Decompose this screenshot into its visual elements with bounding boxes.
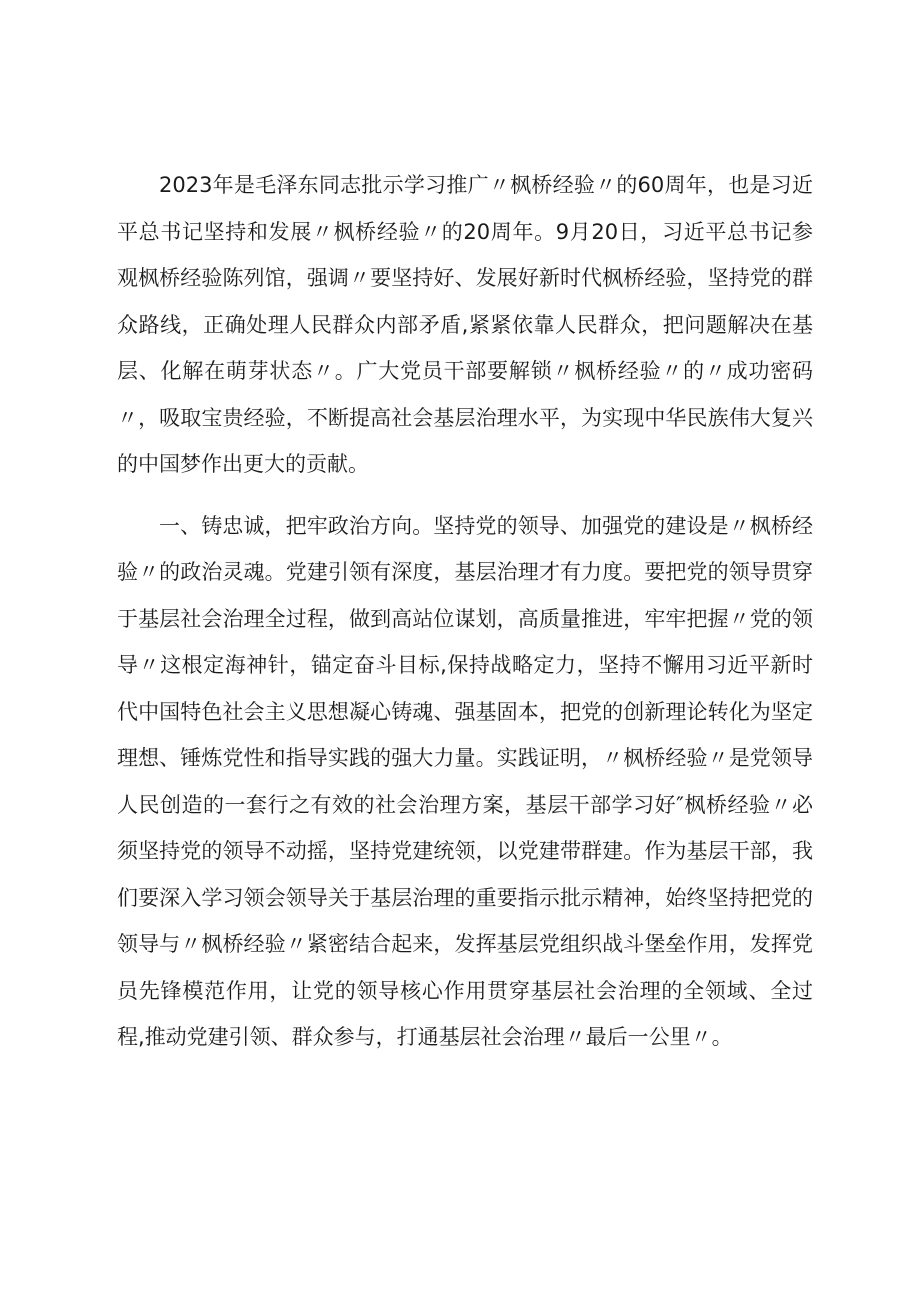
paragraph-intro: 2023年是毛泽东同志批示学习推广〃枫桥经验〃的60周年，也是习近平总书记坚持和发展〃枫桥经验〃的20周年。9月20日，习近平总书记参观枫桥经验陈列馆，强调〃要坚持好、发展好新时代枫桥经验，坚持党的群众路线，正确处理人民群众内部矛盾,紧紧依靠人民群众，把问题解决在基层、化解在萌芽状态〃。广大党员干部要解锁〃枫桥经验〃的〃成功密码〃，吸取宝贵经验，不断提高社会基层治理水平，为实现中华民族伟大复兴的中国梦作出更大的贡献。 <box>117 173 813 476</box>
paragraph-section-one: 一、铸忠诚，把牢政治方向。坚持党的领导、加强党的建设是〃枫桥经验〃的政治灵魂。党建引领有深度，基层治理才有力度。要把党的领导贯穿于基层社会治理全过程，做到高站位谋划，高质量推进，牢牢把握〃党的领导〃这根定海神针，锚定奋斗目标,保持战略定力，坚持不懈用习近平新时代中国特色社会主义思想凝心铸魂、强基固本，把党的创新理论转化为坚定理想、锤炼党性和指导实践的强大力量。实践证明，〃枫桥经验〃是党领导人民创造的一套行之有效的社会治理方案，基层干部学习好″枫桥经验〃必须坚持党的领导不动摇，坚持党建统领，以党建带群建。作为基层干部，我们要深入学习领会领导关于基层治理的重要指示批示精神，始终坚持把党的领导与〃枫桥经验〃紧密结合起来，发挥基层党组织战斗堡垒作用，发挥党员先锋模范作用，让党的领导核心作用贯穿基层社会治理的全领域、全过程,推动党建引领、群众参与，打通基层社会治理〃最后一公里〃。 <box>117 513 813 1049</box>
document-body <box>117 162 813 1061</box>
